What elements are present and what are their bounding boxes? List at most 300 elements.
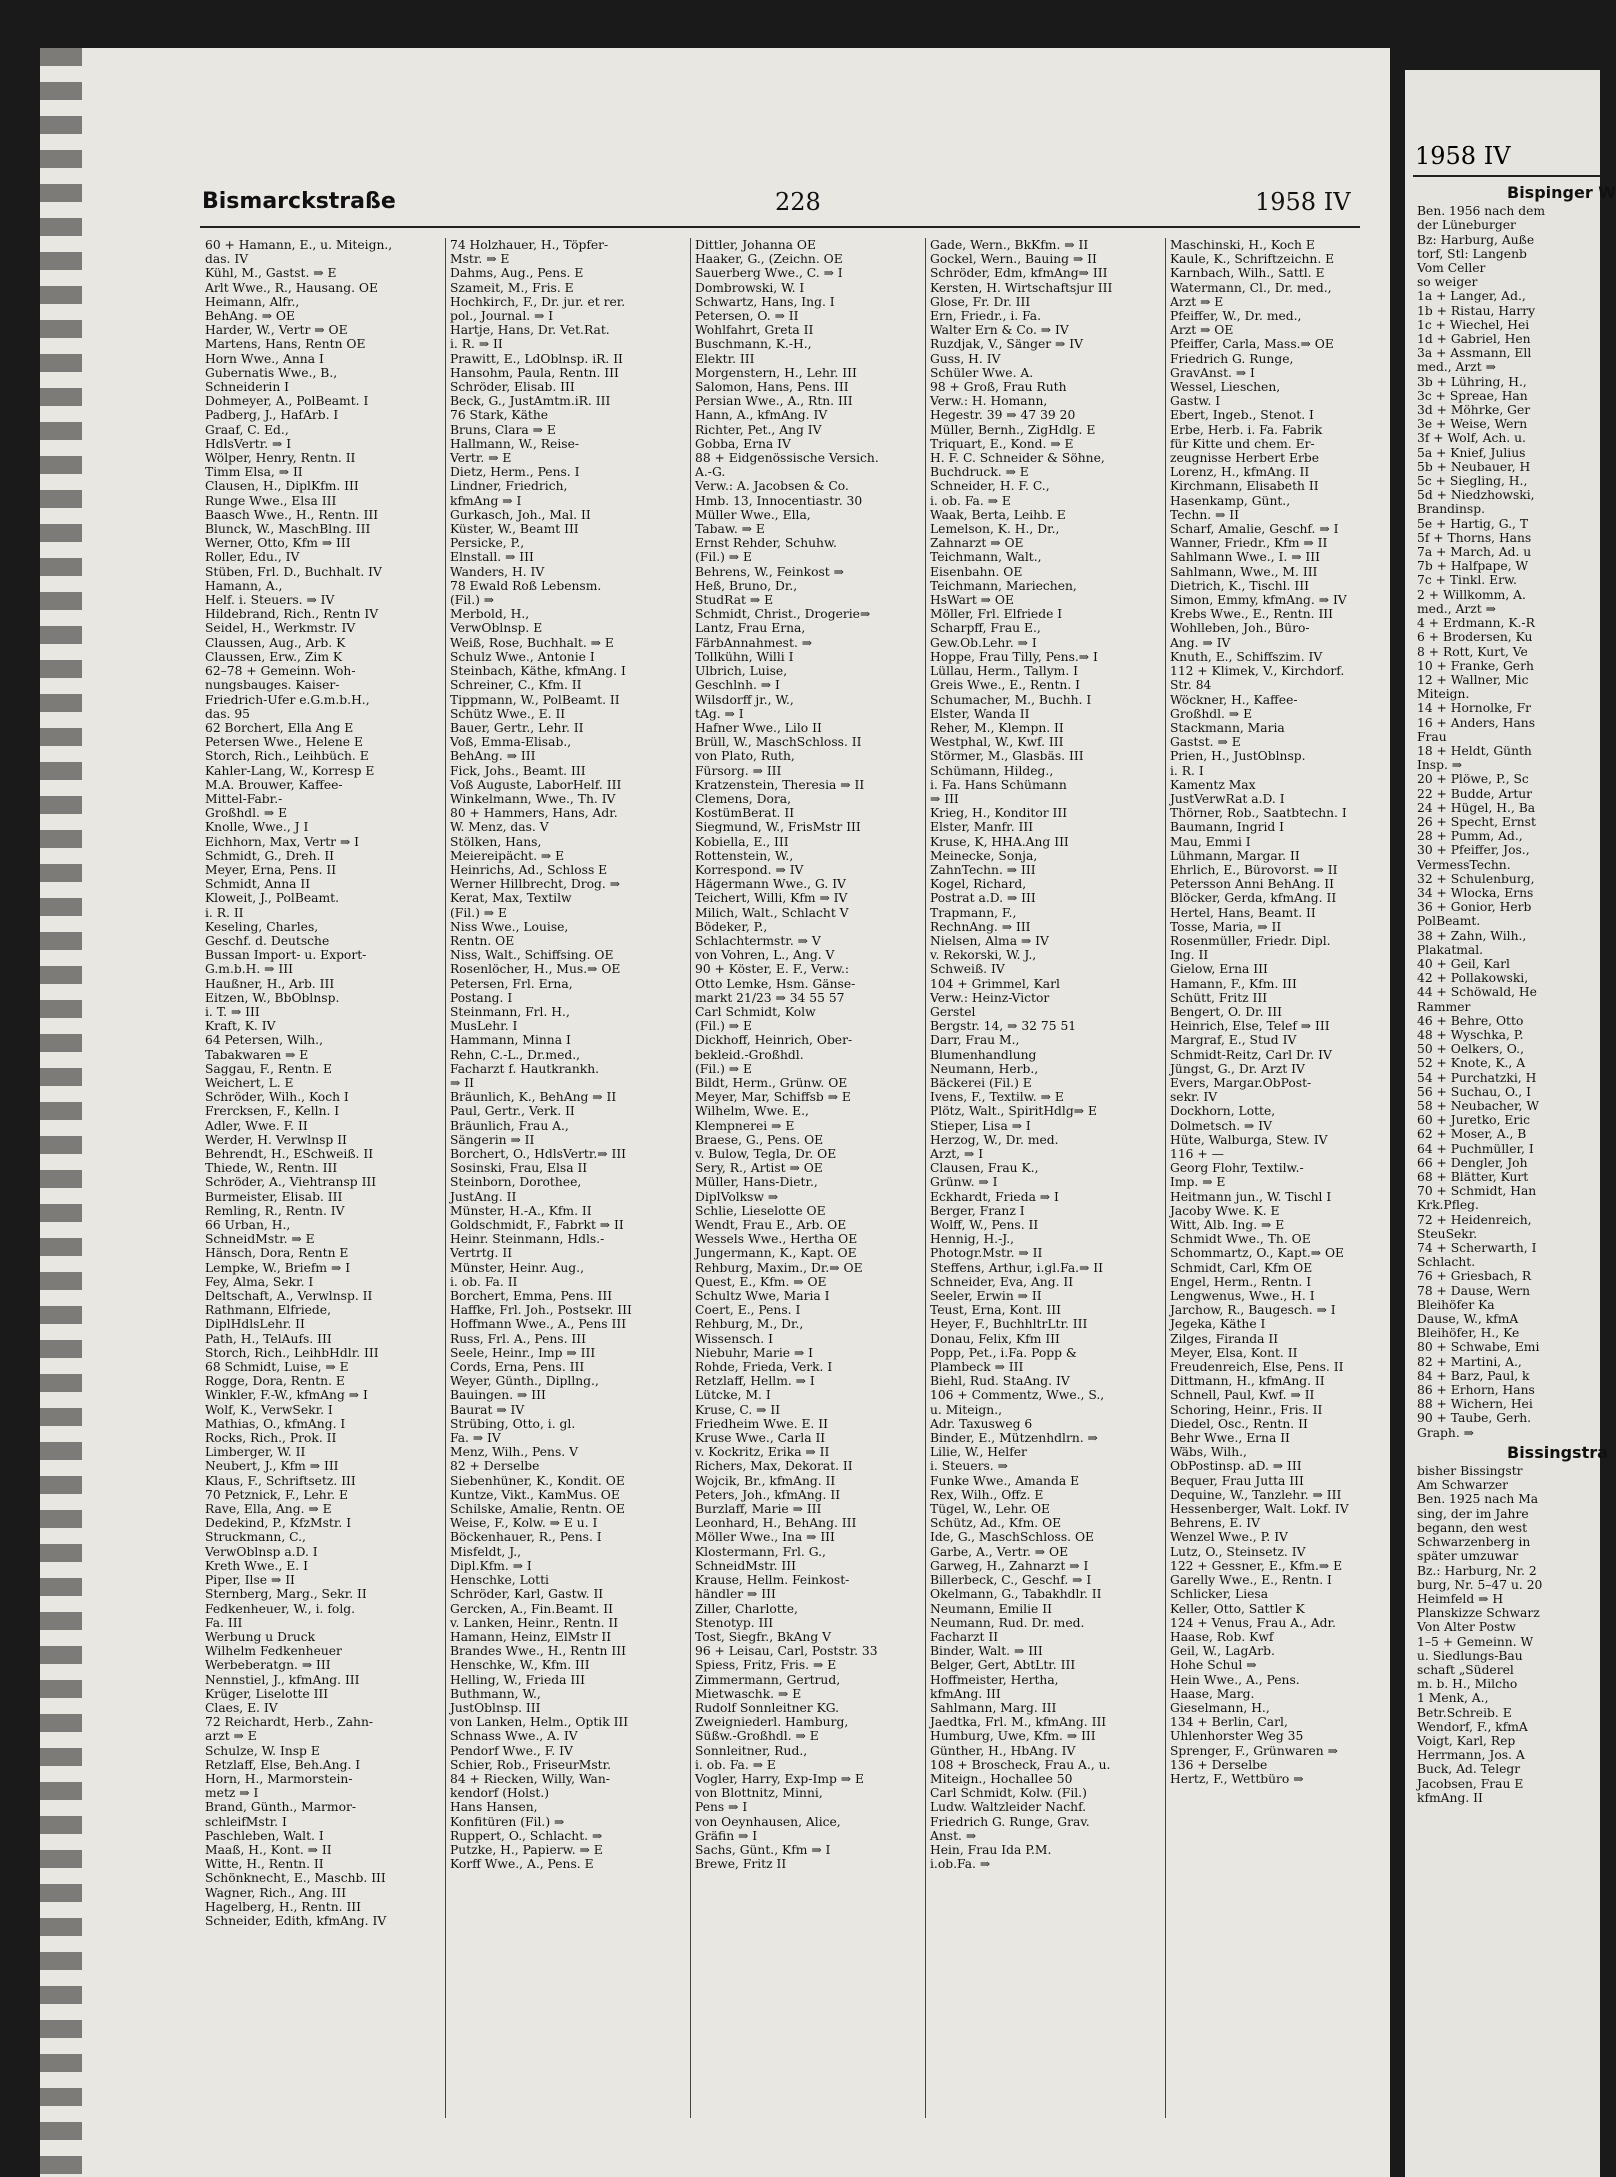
directory-entry: 18 + Heldt, Günth [1417,743,1532,758]
directory-entry: Imp. ⇒ E [1170,1175,1226,1190]
directory-entry: nungsbauges. Kaiser- [205,678,340,693]
directory-entry: Winkler, F.-W., kfmAng ⇒ I [205,1388,368,1403]
directory-entry: 96 + Leisau, Carl, Poststr. 33 [695,1644,878,1659]
directory-entry: JustOblnsp. III [450,1700,541,1715]
directory-entry: 5f + Thorns, Hans [1417,530,1532,545]
directory-entry: Thiede, W., Rentn. III [205,1161,338,1176]
directory-entry: Rehn, C.-L., Dr.med., [450,1047,581,1062]
directory-entry: Lindner, Friedrich, [450,479,568,494]
directory-entry: Heinrichs, Ad., Schloss E [450,862,608,877]
directory-entry: Tabakwaren ⇒ E [205,1047,309,1062]
directory-entry: so weiger [1417,275,1478,290]
directory-entry: 1 Menk, A., [1417,1691,1489,1706]
directory-entry: Heinrich, Else, Telef ⇒ III [1170,1019,1330,1034]
directory-entry: BehAng. ⇒ III [450,749,536,764]
directory-entry: Walter Ern & Co. ⇒ IV [930,323,1069,338]
directory-entry: Wöckner, H., Kaffee- [1170,692,1298,707]
directory-entry: Heyer, F., BuchhltrLtr. III [930,1317,1088,1332]
directory-entry: Hans Hansen, [450,1800,538,1815]
directory-entry: Herrmann, Jos. A [1417,1748,1525,1763]
directory-entry: Baurat ⇒ IV [450,1402,525,1417]
directory-entry: Weyer, Günth., Dipllng., [450,1374,599,1389]
directory-entry: 88 + Eidgenössische Versich. [695,451,879,466]
directory-entry: Graph. ⇒ [1417,1425,1474,1440]
directory-entry: Gurkasch, Joh., Mal. II [450,507,591,522]
directory-entry: Kloweit, J., PolBeamt. [205,891,339,906]
directory-entry: Kruse, K, HHA.Ang III [930,834,1069,849]
directory-entry: Meyer, Erna, Pens. II [205,862,337,877]
directory-entry: 34 + Wlocka, Erns [1417,885,1534,900]
directory-entry: Karnbach, Wilh., Sattl. E [1170,266,1325,281]
directory-entry: 64 + Puchmüller, I [1417,1141,1534,1156]
directory-entry: Korff Wwe., A., Pens. E [450,1857,594,1872]
directory-entry: Brewe, Fritz II [695,1857,787,1872]
directory-entry: 7c + Tinkl. Erw. [1417,573,1517,588]
directory-entry: FärbAnnahmest. ⇒ [695,635,813,650]
directory-entry: Quest, E., Kfm. ⇒ OE [695,1274,827,1289]
entry-column [450,238,688,2118]
directory-entry: Kerat, Max, Textilw [450,891,572,906]
directory-entry: Rogge, Dora, Rentn. E [205,1374,345,1389]
directory-entry: Schwarzenberg in [1417,1535,1531,1550]
directory-entry: Werbeberatgn. ⇒ III [205,1658,331,1673]
directory-entry: 3c + Spreae, Han [1417,388,1528,403]
directory-entry: Waak, Berta, Leihb. E [930,507,1066,522]
directory-entry: Greis Wwe., E., Rentn. I [930,678,1080,693]
directory-entry: Schneider, Eva, Ang. II [930,1274,1074,1289]
directory-entry: Carl Schmidt, Kolw. (Fil.) [930,1786,1087,1801]
directory-entry: 82 + Derselbe [450,1459,540,1474]
directory-entry: Hohe Schul ⇒ [1170,1658,1257,1673]
directory-entry: sekr. IV [1170,1090,1218,1105]
directory-entry: Friedrich G. Runge, [1170,351,1294,366]
directory-entry: 3d + Möhrke, Ger [1417,403,1531,418]
directory-entry: Facharzt II [930,1629,999,1644]
directory-entry: Schmidt, Carl, Kfm OE [1170,1260,1313,1275]
directory-entry: Meyer, Elsa, Kont. II [1170,1345,1298,1360]
directory-entry: Niss, Walt., Schiffsing. OE [450,948,614,963]
directory-entry: sing, der im Jahre [1417,1506,1529,1521]
directory-entry: Dedekind, P., KfzMstr. I [205,1516,352,1531]
directory-entry: Lutz, O., Steinsetz. IV [1170,1544,1306,1559]
directory-entry: Schweiß. IV [930,962,1005,977]
directory-entry: 80 + Schwabe, Emi [1417,1340,1540,1355]
directory-entry: Rosenlöcher, H., Mus.⇒ OE [450,962,621,977]
directory-entry: Braese, G., Pens. OE [695,1132,824,1147]
directory-entry: m. b. H., Milcho [1417,1677,1518,1692]
directory-entry: Voigt, Karl, Rep [1417,1733,1516,1748]
directory-entry: med., Arzt ⇒ [1417,360,1496,375]
directory-entry: 32 + Schulenburg, [1417,871,1535,886]
directory-entry: Thörner, Rob., Saatbtechn. I [1170,806,1347,821]
directory-entry: Wäbs, Wilh., [1170,1445,1247,1460]
directory-entry: Gade, Wern., BkKfm. ⇒ II [930,238,1089,252]
directory-entry: Westphal, W., Kwf. III [930,735,1064,750]
directory-entry: Morgenstern, H., Lehr. III [695,365,857,380]
directory-entry: 76 Stark, Käthe [450,408,549,423]
directory-entry: 44 + Schöwald, He [1417,985,1537,1000]
directory-entry: Wölper, Henry, Rentn. II [205,451,356,466]
directory-entry: 36 + Gonior, Herb [1417,900,1532,915]
directory-entry: Jungermann, K., Kapt. OE [695,1246,857,1261]
directory-entry: Hennig, H.-J., [930,1232,1015,1247]
directory-entry: v. Kockritz, Erika ⇒ II [695,1445,830,1460]
directory-entry: Hasenkamp, Günt., [1170,493,1291,508]
directory-entry: Borchert, Emma, Pens. III [450,1289,613,1304]
directory-entry: Gew.Ob.Lehr. ⇒ I [930,635,1037,650]
directory-entry: Stenotyp. III [695,1615,774,1630]
directory-entry: 40 + Geil, Karl [1417,956,1510,971]
directory-entry: Nielsen, Alma ⇒ IV [930,933,1049,948]
directory-entry: Mathias, O., kfmAng. I [205,1416,346,1431]
directory-entry: Schmidt-Reitz, Carl Dr. IV [1170,1047,1332,1062]
directory-entry: Plakatmal. [1417,942,1484,957]
directory-entry: BehAng. ⇒ OE [205,309,295,324]
directory-entry: Lemelson, K. H., Dr., [930,522,1060,537]
directory-entry: Clausen, Frau K., [930,1161,1039,1176]
directory-entry: Scharf, Amalie, Geschf. ⇒ I [1170,522,1339,537]
directory-entry: Russ, Frl. A., Pens. III [450,1331,587,1346]
directory-entry: Hoppe, Frau Tilly, Pens.⇒ I [930,649,1098,664]
directory-entry: 106 + Commentz, Wwe., S., [930,1388,1105,1403]
directory-entry: (Fil.) ⇒ E [695,1061,752,1076]
directory-entry: Kobiella, E., III [695,834,789,849]
directory-entry: Sonnleitner, Rud., [695,1743,808,1758]
directory-entry: Wojcik, Br., kfmAng. II [695,1473,836,1488]
directory-entry: 64 Petersen, Wilh., [205,1033,324,1048]
directory-entry: Fedkenheuer, W., i. folg. [205,1601,356,1616]
directory-entry: Witte, H., Rentn. II [205,1857,324,1872]
directory-entry: Stüben, Frl. D., Buchhalt. IV [205,564,382,579]
directory-entry: Garbe, A., Vertr. ⇒ OE [930,1544,1069,1559]
directory-entry: Störmer, M., Glasbäs. III [930,749,1084,764]
directory-entry: Storch, Rich., Leihbüch. E [205,749,369,764]
directory-entry: Sauerberg Wwe., C. ⇒ I [695,266,843,281]
directory-entry: Tippmann, W., PolBeamt. II [450,692,620,707]
directory-entry: Vom Celler [1417,261,1486,276]
directory-entry: Niss Wwe., Louise, [450,919,569,934]
directory-entry: Burmeister, Elisab. III [205,1189,343,1204]
facing-year-volume: 1958 IV [1415,142,1511,170]
directory-entry: Ehrlich, E., Bürovorst. ⇒ II [1170,862,1338,877]
directory-entry: Lühmann, Margar. II [1170,848,1300,863]
directory-entry: Hochkirch, F., Dr. jur. et rer. [450,294,626,309]
directory-entry: Weise, F., Kolw. ⇒ E u. I [450,1516,598,1531]
facing-column [1417,182,1616,1805]
directory-entry: Wessels Wwe., Hertha OE [695,1232,858,1247]
directory-entry: Bengert, O. Dr. III [1170,1004,1282,1019]
directory-entry: 48 + Wyschka, P. [1417,1027,1524,1042]
directory-entry: Rehburg, M., Dr., [695,1317,804,1332]
directory-entry: Binder, Walt. ⇒ III [930,1644,1043,1659]
directory-entry: Schoring, Heinr., Fris. II [1170,1402,1323,1417]
directory-entry: SteuSekr. [1417,1226,1478,1241]
directory-entry: Engel, Herm., Rentn. I [1170,1274,1312,1289]
directory-entry: Neumann, Herb., [930,1061,1039,1076]
directory-entry: Retzlaff, Else, Beh.Ang. I [205,1757,361,1772]
directory-entry: Keseling, Charles, [205,919,319,934]
directory-entry: Miteign., Hochallee 50 [930,1771,1073,1786]
directory-entry: Knuth, E., Schiffszim. IV [1170,649,1323,664]
directory-entry: i. Fa. Hans Schümann [930,777,1067,792]
directory-entry: Spiess, Fritz, Fris. ⇒ E [695,1658,837,1673]
directory-entry: Jaedtka, Frl. M., kfmAng. III [930,1715,1107,1730]
entry-column [205,238,443,2118]
directory-entry: Goldschmidt, F., Fabrkt ⇒ II [450,1218,624,1233]
directory-entry: Sternberg, Marg., Sekr. II [205,1587,367,1602]
directory-entry: Clausen, H., DiplKfm. III [205,479,359,494]
directory-entry: Funke Wwe., Amanda E [930,1473,1080,1488]
directory-entry: metz ⇒ I [205,1786,259,1801]
directory-entry: Wessel, Lieschen, [1170,380,1281,395]
directory-entry: 104 + Grimmel, Karl [930,976,1060,991]
directory-entry: 74 + Scherwarth, I [1417,1241,1537,1256]
directory-entry: 66 Urban, H., [205,1218,291,1233]
directory-entry: Kühl, M., Gastst. ⇒ E [205,266,337,281]
directory-entry: Schneider, H. F. C., [930,479,1050,494]
page-number: 228 [775,188,821,216]
directory-entry: Schüler Wwe. A. [930,365,1034,380]
directory-entry: Arzt, ⇒ I [930,1147,984,1161]
directory-entry: RechnAng. ⇒ III [930,919,1031,934]
directory-entry: zeugnisse Herbert Erbe [1170,451,1319,466]
directory-entry: Schröder, Edm, kfmAng⇒ III [930,266,1108,281]
directory-entry: 58 + Neubacher, W [1417,1099,1539,1113]
directory-entry: Münster, Heinr. Aug., [450,1260,584,1275]
directory-entry: i. R. I [1170,763,1204,778]
directory-entry: Schreiner, C., Kfm. II [450,678,582,693]
entry-column [930,238,1168,2118]
directory-entry: Hertel, Hans, Beamt. II [1170,905,1316,920]
directory-entry: 84 + Barz, Paul, k [1417,1368,1530,1383]
directory-entry: Jegeka, Käthe I [1170,1317,1266,1332]
directory-entry: VermessTechn. [1417,857,1511,872]
directory-entry: Klaus, F., Schriftsetz. III [205,1473,356,1488]
directory-entry: Blunck, W., MaschBlng. III [205,522,371,537]
directory-entry: Kaule, K., Schriftzeichn. E [1170,252,1335,267]
directory-entry: 86 + Erhorn, Hans [1417,1383,1535,1398]
directory-entry: von Oeynhausen, Alice, [695,1814,841,1829]
directory-entry: Kersten, H. Wirtschaftsjur III [930,280,1113,295]
directory-entry: Salomon, Hans, Pens. III [695,380,849,395]
directory-entry: Kamentz Max [1170,777,1256,792]
directory-entry: Brandinsp. [1417,502,1485,517]
directory-entry: W. Menz, das. V [450,820,549,835]
directory-entry: Buthmann, W., [450,1686,541,1701]
directory-entry: Planskizze Schwarz [1417,1606,1540,1621]
directory-entry: Tosse, Maria, ⇒ II [1170,919,1282,934]
directory-entry: Elster, Wanda II [930,706,1030,721]
directory-entry: Neubert, J., Kfm ⇒ III [205,1459,339,1474]
directory-entry: Ernst Rehder, Schuhw. [695,536,837,551]
directory-entry: Adr. Taxusweg 6 [930,1416,1033,1431]
directory-entry: Berger, Franz I [930,1203,1025,1218]
directory-entry: Runge Wwe., Elsa III [205,493,337,508]
directory-entry: Müller, Bernh., ZigHdlg. E [930,422,1096,437]
directory-entry: Werder, H. Verwlnsp II [205,1132,347,1147]
directory-entry: Dietz, Herm., Pens. I [450,465,580,480]
directory-entry: v. Lanken, Heinr., Rentn. II [450,1615,619,1630]
directory-entry: Sahlmann Wwe., I. ⇒ III [1170,550,1320,565]
directory-entry: Helling, W., Frieda III [450,1672,585,1687]
directory-entry: Cords, Erna, Pens. III [450,1360,585,1375]
directory-entry: (Fil.) ⇒ E [450,905,507,920]
directory-entry: Wissensch. I [695,1331,773,1346]
directory-entry: Dipl.Kfm. ⇒ I [450,1558,532,1573]
directory-entry: das. 95 [205,706,250,721]
directory-entry: 5e + Hartig, G., T [1417,516,1529,531]
directory-entry: 16 + Anders, Hans [1417,715,1536,730]
directory-entry: Tabaw. ⇒ E [695,522,765,537]
directory-entry: ⇒ III [930,791,959,806]
directory-entry: 10 + Franke, Gerh [1417,658,1534,673]
directory-entry: Dahms, Aug., Pens. E [450,266,584,281]
directory-entry: Anst. ⇒ [930,1828,977,1843]
directory-entry: Sängerin ⇒ II [450,1132,535,1147]
directory-entry: Hänsch, Dora, Rentn E [205,1246,349,1261]
directory-entry: Schier, Rob., FriseurMstr. [450,1757,612,1772]
directory-entry: Möller Wwe., Ina ⇒ III [695,1530,835,1545]
directory-entry: Donau, Felix, Kfm III [930,1331,1060,1346]
directory-page [40,48,1390,2177]
directory-entry: Zilges, Firanda II [1170,1331,1279,1346]
directory-entry: Hann, A., kfmAng. IV [695,408,828,423]
directory-entry: 1d + Gabriel, Hen [1417,332,1531,347]
directory-entry: 70 + Schmidt, Han [1417,1184,1537,1199]
section-title: Bissingstra [1507,1442,1608,1462]
directory-entry: Kruse Wwe., Carla II [695,1431,826,1446]
directory-entry: Meinecke, Sonja, [930,848,1038,863]
directory-entry: Otto Lemke, Hsm. Gänse- [695,976,856,991]
section-entries [1417,204,1597,1440]
directory-entry: schaft „Süderel [1417,1662,1514,1677]
directory-entry: Mietwaschk. ⇒ E [695,1686,802,1701]
directory-entry: Henschke, W., Kfm. III [450,1658,590,1673]
directory-entry: Wanner, Friedr., Kfm ⇒ II [1170,536,1328,551]
directory-entry: 7a + March, Ad. u [1417,545,1532,560]
directory-entry: Großhdl. ⇒ E [205,806,288,821]
directory-entry: 2 + Willkomm, A. [1417,587,1526,602]
directory-entry: 88 + Wichern, Hei [1417,1397,1533,1412]
directory-entry: Horn, H., Marmorstein- [205,1771,353,1786]
directory-entry: Rathmann, Elfriede, [205,1303,331,1318]
directory-entry: Maschinski, H., Koch E [1170,238,1315,252]
directory-entry: Insp. ⇒ [1417,758,1463,773]
directory-entry: Jüngst, G., Dr. Arzt IV [1170,1061,1305,1076]
directory-entry: Dittmann, H., kfmAng. II [1170,1374,1325,1389]
directory-entry: Lilie, W., Helfer [930,1445,1027,1460]
directory-entry: Dause, W., kfmA [1417,1312,1519,1327]
directory-entry: Werner Hillbrecht, Drog. ⇒ [450,877,621,892]
directory-entry: Ludw. Waltzleider Nachf. [930,1800,1087,1815]
directory-entry: Padberg, J., HafArb. I [205,408,339,423]
directory-entry: Clemens, Dora, [695,791,791,806]
directory-entry: Heimfeld ⇒ H [1417,1591,1504,1606]
directory-entry: Ben. 1956 nach dem [1417,204,1546,219]
directory-entry: 60 + Hamann, E., u. Miteign., [205,238,393,252]
directory-entry: 42 + Pollakowski, [1417,971,1529,986]
directory-entry: Vertr. ⇒ E [450,451,512,466]
directory-entry: Persicke, P., [450,536,525,551]
directory-entry: 3b + Lühring, H., [1417,374,1527,389]
directory-entry: Fa. ⇒ IV [450,1431,501,1446]
directory-entry: Roller, Edu., IV [205,550,300,565]
directory-entry: 66 + Dengler, Joh [1417,1155,1528,1170]
directory-entry: HdlsVertr. ⇒ I [205,436,292,451]
directory-entry: Richter, Pet., Ang IV [695,422,822,437]
directory-entry: Münster, H.-A., Kfm. II [450,1203,592,1218]
directory-entry: von Vohren, L., Ang. V [695,948,835,963]
directory-entry: 82 + Martini, A., [1417,1354,1522,1369]
directory-entry: Heinr. Steinmann, Hdls.- [450,1232,605,1247]
directory-entry: Fick, Johs., Beamt. III [450,763,586,778]
directory-entry: Seeler, Erwin ⇒ II [930,1289,1042,1304]
directory-entry: Horn Wwe., Anna I [205,351,324,366]
directory-entry: MusLehr. I [450,1019,518,1034]
section-entries [1417,1464,1597,1805]
directory-entry: Müller Wwe., Ella, [695,507,811,522]
directory-entry: Eichhorn, Max, Vertr ⇒ I [205,834,360,849]
directory-entry: Strübing, Otto, i. gl. [450,1416,576,1431]
directory-entry: Limberger, W. II [205,1445,306,1460]
directory-entry: 46 + Behre, Otto [1417,1013,1524,1028]
directory-entry: Haffke, Frl. Joh., Postsekr. III [450,1303,632,1318]
directory-entry: Timm Elsa, ⇒ II [205,465,303,480]
directory-entry: Schröder, Wilh., Koch I [205,1090,349,1105]
directory-entry: Hein, Frau Ida P.M. [930,1842,1052,1857]
directory-entry: 68 + Blätter, Kurt [1417,1170,1529,1185]
directory-entry: Deltschaft, A., Verwlnsp. II [205,1289,373,1304]
directory-entry: 24 + Hügel, H., Ba [1417,800,1536,815]
directory-entry: Remling, R., Rentn. IV [205,1203,345,1218]
directory-entry: Schulz Wwe., Antonie I [450,649,595,664]
directory-entry: Großhdl. ⇒ E [1170,706,1253,721]
directory-entry: Wagner, Rich., Ang. III [205,1885,347,1900]
directory-entry: Zweigniederl. Hamburg, [695,1715,849,1730]
directory-entry: Binder, E., Mützenhdlrn. ⇒ [930,1431,1098,1446]
directory-entry: Böckenhauer, R., Pens. I [450,1530,602,1545]
directory-entry: Sahlmann, Wwe., M. III [1170,564,1318,579]
directory-entry: schleifMstr. I [205,1814,287,1829]
directory-entry: Schlicker, Liesa [1170,1587,1269,1602]
column-divider [690,238,691,2118]
directory-entry: GravAnst. ⇒ I [1170,365,1255,380]
directory-entry: 116 + — [1170,1147,1224,1161]
directory-entry: 30 + Pfeiffer, Jos., [1417,843,1530,858]
directory-entry: Guss, H. IV [930,351,1001,366]
directory-entry: 7b + Halfpape, W [1417,559,1529,574]
directory-entry: M.A. Brouwer, Kaffee- [205,777,343,792]
directory-entry: Stieper, Lisa ⇒ I [930,1118,1031,1133]
column-divider [445,238,446,2118]
directory-entry: i. Steuers. ⇒ [930,1459,1008,1474]
street-title: Bismarckstraße [202,189,396,214]
directory-entry: Jacobsen, Frau E [1417,1776,1524,1791]
directory-entry: Carl Schmidt, Kolw [695,1004,816,1019]
directory-entry: Krüger, Liselotte III [205,1686,329,1701]
directory-entry: Petersen Wwe., Helene E [205,735,363,750]
directory-entry: Postrat a.D. ⇒ III [930,891,1036,906]
directory-entry: H. F. C. Schneider & Söhne, [930,451,1105,466]
directory-entry: Hagelberg, H., Rentn. III [205,1899,362,1914]
directory-entry: Dombrowski, W. I [695,280,805,295]
directory-entry: Pfeiffer, W., Dr. med., [1170,309,1302,324]
directory-entry: 134 + Berlin, Carl, [1170,1715,1288,1730]
directory-entry: das. IV [205,252,249,267]
directory-entry: Krebs Wwe., E., Rentn. III [1170,607,1334,622]
entry-column [1170,238,1408,2118]
directory-entry: Plambeck ⇒ III [930,1360,1024,1375]
